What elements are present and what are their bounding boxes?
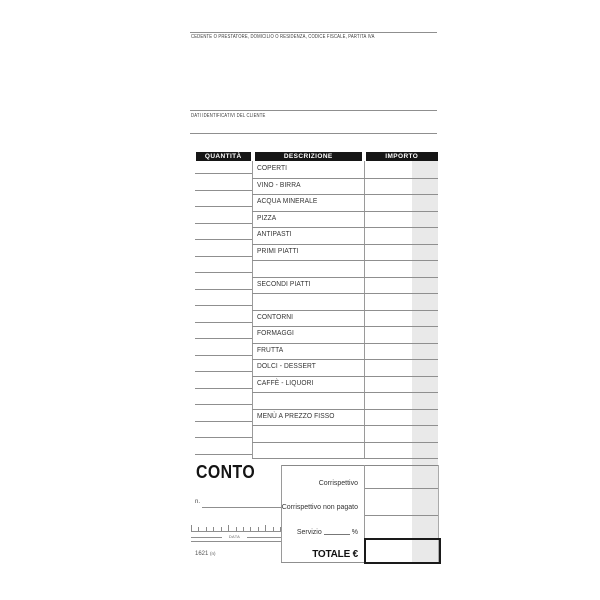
footer-left-bottom-rule — [191, 541, 281, 542]
row-divider — [252, 392, 438, 393]
ruler-tick — [228, 525, 229, 531]
client-field-label: DATI IDENTIFICATIVI DEL CLIENTE — [191, 112, 266, 119]
ruler-tick — [191, 525, 192, 531]
date-label: DATA — [228, 533, 241, 539]
seller-field-label: CEDENTE O PRESTATORE, DOMICILIO O RESIDENZA, CODICE FISCALE, PARTITA IVA — [191, 34, 375, 40]
date-line-left — [191, 537, 222, 538]
row-label: SECONDI PIATTI — [257, 280, 311, 288]
row-label: FORMAGGI — [257, 330, 294, 338]
row-divider — [252, 442, 438, 443]
row-label: CAFFÈ - LIQUORI — [257, 379, 314, 387]
ruler-tick — [206, 527, 207, 531]
ruler-tick — [236, 527, 237, 531]
row-divider-quantita — [195, 322, 252, 323]
corrispettivo-label: Corrispettivo — [318, 480, 358, 487]
row-divider-quantita — [195, 223, 252, 224]
row-divider — [252, 425, 438, 426]
form-code-suffix: (n) — [210, 551, 216, 556]
conto-title: CONTO — [196, 462, 256, 482]
ruler-tick — [198, 527, 199, 531]
percent-label: % — [351, 529, 358, 536]
column-header-quantita: QUANTITÀ — [196, 152, 251, 162]
row-label: MENÙ A PREZZO FISSO — [257, 412, 335, 420]
row-label: FRUTTA — [257, 346, 284, 354]
row-label: VINO - BIRRA — [257, 181, 301, 189]
ruler-tick — [213, 527, 214, 531]
row-divider-quantita — [195, 388, 252, 389]
row-divider-quantita — [195, 272, 252, 273]
row-divider-quantita — [195, 437, 252, 438]
receipt-number-label: n. — [195, 499, 201, 505]
row-divider-quantita — [195, 190, 252, 191]
column-header-importo: IMPORTO — [366, 152, 438, 162]
ruler-tick — [221, 527, 222, 531]
servizio-label: Servizio — [296, 529, 322, 536]
row-divider-quantita — [195, 173, 252, 174]
row-divider-quantita — [195, 421, 252, 422]
form-code — [195, 551, 216, 557]
client-field-rule-2 — [190, 133, 437, 134]
row-divider-quantita — [195, 289, 252, 290]
servizio-line — [324, 534, 350, 535]
row-label: PIZZA — [257, 214, 277, 222]
form-code-number: 1621 — [195, 551, 209, 557]
row-divider — [252, 458, 438, 459]
row-label: CONTORNI — [257, 313, 294, 321]
row-divider — [252, 260, 438, 261]
servizio-row — [240, 529, 358, 536]
row-label: COPERTI — [257, 165, 288, 172]
seller-field-rule — [190, 32, 437, 33]
column-header-descrizione: DESCRIZIONE — [255, 152, 363, 162]
row-divider — [252, 293, 438, 294]
row-divider-quantita — [195, 371, 252, 372]
row-divider-quantita — [195, 404, 252, 405]
totals-box-top-border — [281, 465, 438, 466]
row-divider-quantita — [195, 305, 252, 306]
corrispettivo-line — [365, 488, 438, 489]
date-line-right — [247, 537, 281, 538]
totals-box-bottom-border — [281, 562, 364, 563]
row-label: ACQUA MINERALE — [257, 198, 318, 206]
carbon-copy-strip — [412, 161, 438, 562]
row-divider-quantita — [195, 338, 252, 339]
row-divider — [252, 211, 438, 212]
totale-amount-box — [364, 538, 441, 565]
corrispettivo-non-pagato-label: Corrispettivo non pagato — [281, 504, 358, 511]
row-divider-quantita — [195, 239, 252, 240]
totale-label: TOTALE € — [312, 549, 358, 560]
row-label: DOLCI - DESSERT — [257, 363, 316, 371]
row-label: ANTIPASTI — [257, 231, 292, 239]
row-divider-quantita — [195, 454, 252, 455]
client-field-rule — [190, 110, 437, 111]
totals-box-inner-separator — [364, 465, 365, 539]
row-divider-quantita — [195, 355, 252, 356]
row-divider-quantita — [195, 256, 252, 257]
row-label: PRIMI PIATTI — [257, 247, 299, 255]
row-divider-quantita — [195, 206, 252, 207]
corrispettivo-non-pagato-line — [365, 515, 438, 516]
